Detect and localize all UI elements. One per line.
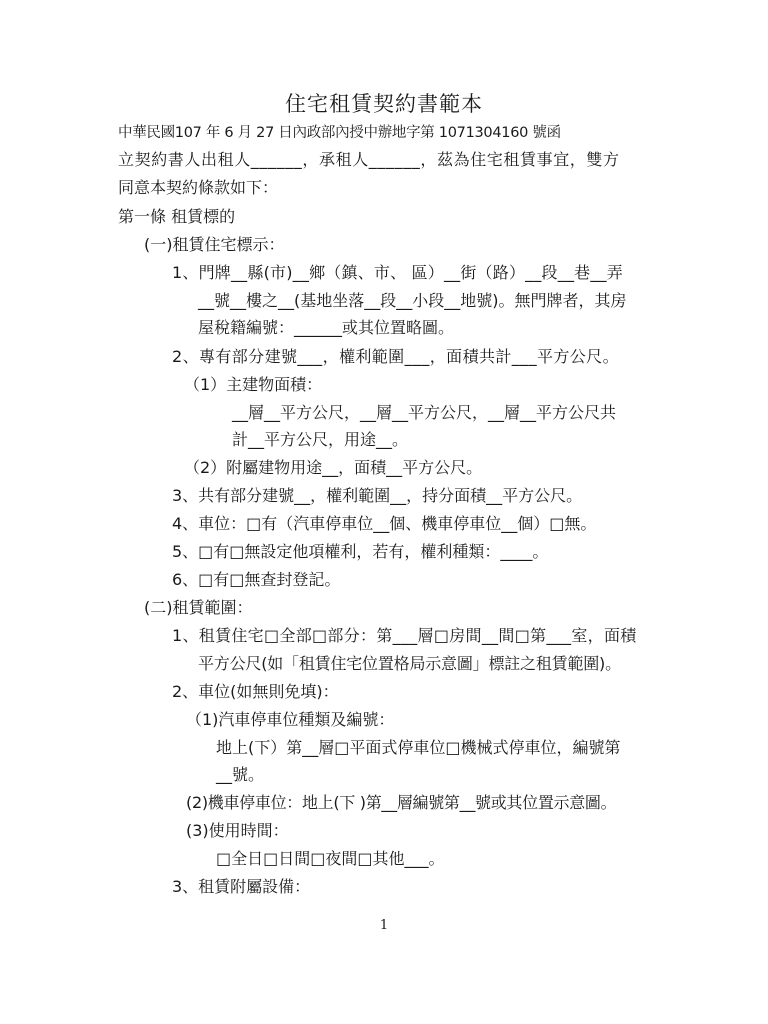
sub-clause-line: 計__平方公尺，用途__。	[232, 430, 409, 449]
sub-clause-line: □全日□日間□夜間□其他___。	[216, 849, 445, 868]
clause-line: 1、門牌__縣(市)__鄉（鎮、市、 區）__街（路）__段__巷__弄	[172, 263, 623, 282]
sub-clause-label: (3)使用時間：	[186, 821, 289, 840]
sub-clause-label: （1)汽車停車位種類及編號：	[186, 710, 395, 729]
sub-clause-label: （1）主建物面積：	[184, 375, 323, 394]
section-heading: (一)租賃住宅標示：	[144, 235, 285, 254]
sub-clause-line: 地上(下）第__層□平面式停車位□機械式停車位，編號第	[216, 738, 621, 757]
clause-line: 2、車位(如無則免填)：	[172, 682, 339, 701]
sub-clause-line: __號。	[216, 765, 265, 784]
article-heading: 第一條 租賃標的	[118, 207, 236, 226]
sub-clause-line: (2)機車停車位：地上(下 )第__層編號第__號或其位置示意圖。	[186, 793, 617, 812]
section-heading: (二)租賃範圍：	[144, 598, 253, 617]
clause-line: 5、□有□無設定他項權利，若有，權利種類：____。	[172, 542, 549, 561]
clause-line: __號__樓之__(基地坐落__段__小段__地號)。無門牌者，其房	[198, 291, 627, 310]
clause-line: 4、車位：□有（汽車停車位__個、機車停車位__個）□無。	[172, 514, 597, 533]
document-title: 住宅租賃契約書範本	[285, 92, 483, 116]
intro-line: 同意本契約條款如下：	[118, 178, 279, 197]
clause-line: 3、共有部分建號__，權利範圍__，持分面積__平方公尺。	[172, 486, 583, 505]
clause-line: 平方公尺(如「租賃住宅位置格局示意圖」標註之租賃範圍)。	[198, 654, 621, 673]
sub-clause-line: （2）附屬建物用途__，面積__平方公尺。	[184, 458, 483, 477]
clause-line: 6、□有□無查封登記。	[172, 570, 341, 589]
clause-line: 3、租賃附屬設備：	[172, 877, 311, 896]
sub-clause-line: __層__平方公尺，__層__平方公尺，__層__平方公尺共	[232, 403, 617, 422]
clause-line: 屋稅籍編號：______或其位置略圖。	[198, 318, 455, 337]
page-number: 1	[379, 918, 389, 933]
document-subtitle: 中華民國107 年 6 月 27 日內政部內授中辦地字第 1071304160 號函	[118, 125, 561, 141]
clause-line: 1、租賃住宅□全部□部分：第___層□房間__間□第___室，面積	[172, 626, 637, 645]
intro-line: 立契約書人出租人______，承租人______，茲為住宅租賃事宜，雙方	[118, 150, 620, 169]
clause-line: 2、專有部分建號___，權利範圍___，面積共計___平方公尺。	[172, 347, 619, 366]
